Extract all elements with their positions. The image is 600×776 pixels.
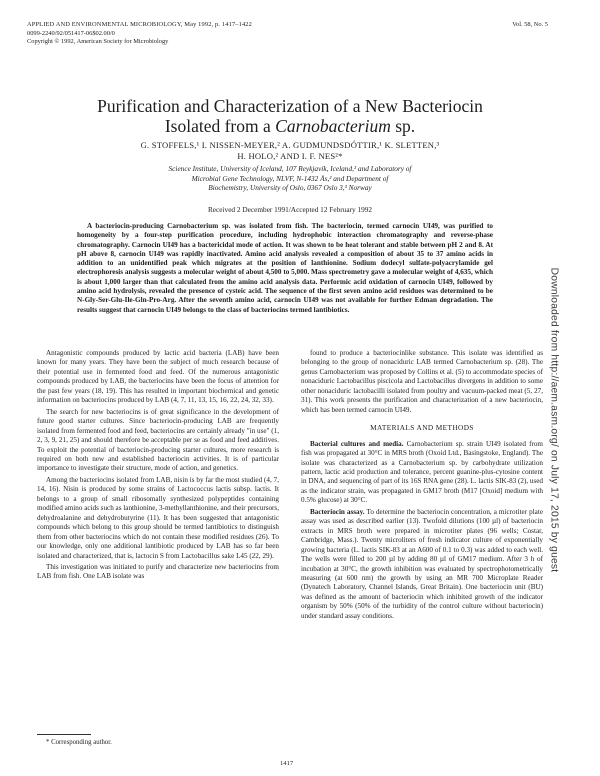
title-line-2 [60,116,520,136]
title-line-1: Purification and Characterization of a New Bacteriocin [97,96,483,116]
methods-text-assay: To determine the bacteriocin concentration, a microtiter plate assay was used as described earlier (13). Twofold dilutions (100 µl) of bacteriocin extracts in MRS broth were prepared in microtiter plates (96 wells; Costar, Cambridge, Mass.). Twenty microliters of fresh indicator culture of exponentially growing bacteria (L. lactis SIK-83 at an A600 of 0.1 to 0.3) was added to each well. The wells were filled to 200 µl by adding 80 µl of GM17 medium. After 3 h of incubation at 30°C, the growth inhibition was evaluated by spectrophotometrically measuring (at 600 nm) the growth by using an MR 700 Microplate Reader (Dynatech Laboratory, Channel Islands, Great Britain). One bacteriocin unit (BU) was defined as the amount of bacteriocin which inhibited growth of the indicator organism by 50% (50% of the turbidity of the control culture without bacteriocin) under standard assay conditions. [301,507,543,620]
run-in-heading-assay: Bacteriocin assay. [310,507,365,516]
footnote-divider [37,734,91,735]
footnote-corresponding-author: * Corresponding author. [46,739,112,746]
run-in-heading-cultures: Bacterial cultures and media. [310,439,404,448]
affiliation-line-1: Science Institute, University of Iceland, 107 Reykjavík, Iceland,¹ and Laboratory of [168,164,412,173]
left-column [37,349,279,584]
received-dates: Received 2 December 1991/Accepted 12 February 1992 [207,205,373,214]
abstract: A bacteriocin-producing Carnobacterium sp. was isolated from fish. The bacteriocin, termed carnocin UI49, was purified to homogeneity by a four-step purification procedure, including hydrophobic interaction chromatography and reverse-phase chromatography. Carnocin UI49 has a bactericidal mode of action. It was shown to be heat tolerant and stable between pH 2 and 8. At pH above 8, carnocin UI49 was rapidly inactivated. Amino acid analysis revealed a composition of about 35 to 37 amino acids in addition to an unidentified peak which migrates at the position of lanthionine. Sodium dodecyl sulfate-polyacrylamide gel electrophoresis analysis suggests a molecular weight of about 4,500 to 5,000. Mass spectrometry gave a molecular weight of 4,635, which is about 1,000 larger than that calculated from the amino acid analysis data. Performic acid oxidation of carnocin UI49, followed by amino acid hydrolysis, revealed the presence of cysteic acid. The sequence of the first seven amino acid residues was determined to be N-Gly-Ser-Glu-Ile-Gln-Pro-Arg. After the seventh amino acid, carnocin UI49 was not available for further Edman degradation. The results suggest that carnocin UI49 belongs to the class of bacteriocins termed lantibiotics. [77,222,493,314]
title-line-2-prefix: Isolated from a [164,116,276,136]
intro-paragraph-1: Antagonistic compounds produced by lactic acid bacteria (LAB) have been known for many years. They have been the subject of much research because of their potential use in fermented food and feed. Of the numerous antagonistic compounds produced by LAB, the bacteriocins have been the focus of attention for the past few years (18, 19). This has resulted in important biochemical and genetic information on bacteriocins produced by LAB (4, 7, 11, 13, 15, 16, 22, 24, 32, 33). [37,349,279,405]
page-number: 1417 [280,760,294,767]
author-list [60,140,520,162]
journal-header [27,21,252,47]
methods-paragraph-cultures [301,440,543,506]
intro-paragraph-2: The search for new bacteriocins is of great significance in the development of future good starter cultures. Since bacteriocin-producing LAB are frequently isolated from fermented food and feed, bacteriocins are certainly already "in use" (1, 2, 3, 9, 21, 25) and should therefore be acceptable per se as food and feed additives. To exploit the potential of bacteriocin-producing starter cultures, more research is required on both new and established bacteriocin activities. It is of particular importance to investigate their structure, mode of action, and genetics. [37,407,279,473]
affiliations [90,164,490,193]
title-line-2-suffix: sp. [390,116,416,136]
right-column [301,349,543,623]
intro-paragraph-4: This investigation was initiated to purify and characterize new bacteriocins from LAB from fish. One LAB isolate was [37,562,279,581]
authors-line-1: G. STOFFELS,¹ I. NISSEN-MEYER,² A. GUDMUNDSDÓTTIR,¹ K. SLETTEN,³ [140,140,440,150]
journal-citation: APPLIED AND ENVIRONMENTAL MICROBIOLOGY, May 1992, p. 1417–1422 [27,21,252,28]
copyright-line: Copyright © 1992, American Society for Microbiology [27,38,169,46]
intro-paragraph-5: found to produce a bacteriocinlike substance. This isolate was identified as belonging to the group of nonaciduric LAB termed Carnobacterium sp. (28). The genus Carnobacterium was proposed by Collins et al. (5) to accommodate species of nonaciduric Lactobacillus piscicola and Lactobacillus divergens in addition to some other nonaciduric lactobacilli isolated from poultry and vacuum-packed meat (5, 27, 31). This work presents the purification and characterization of a new bacteriocin, which has been termed carnocin UI49. [301,349,543,414]
methods-text-cultures: Carnobacterium sp. strain UI49 isolated from fish was propagated at 30°C in MRS broth (Oxoid Ltd., Basingstoke, England). The isolate was characterized as a Carnobacterium sp. by carbohydrate utilization pattern, lactic acid production and tolerance, percent guanine-plus-cytosine content in DNA, and sequencing of part of its 16S RNA gene (28). L. lactis SIK-83 (2), used as the indicator strain, was propagated in GM17 broth (M17 [Oxoid] medium with 0.5% glucose) at 30°C. [301,439,543,505]
issn-line: 0099-2240/92/051417-06$02.00/0 [27,29,115,37]
intro-paragraph-3: Among the bacteriocins isolated from LAB, nisin is by far the most studied (4, 7, 14, 16). Nisin is produced by some strains of Lactococcus lactis subsp. lactis. It belongs to a group of small ribosomally synthesized polypeptides containing modified amino acids such as lanthionine, 3-methyllanthionine, and their precursors, dehydroalanine and dehydrobutyrine (11). It has been suggested that antagonistic compounds which belong to this group should be termed lantibiotics to distinguish them from other bacteriocins which do not contain these modified residues (26). To our knowledge, only one additional lantibiotic produced by LAB has so far been isolated and characterized, that is, lactocin S from Lactobacillus sake L45 (22, 29). [37,475,279,560]
affiliation-line-3: Biochemistry, University of Oslo, 0367 Oslo 3,³ Norway [208,183,372,193]
methods-paragraph-assay [301,508,543,621]
download-watermark: Downloaded from http://aem.asm.org/ on July 17, 2015 by guest [548,267,560,573]
title-genus: Carnobacterium [275,116,391,136]
authors-line-2: H. HOLO,² AND I. F. NES²* [237,151,343,161]
affiliation-line-2: Microbial Gene Technology, NLVF, N-1432 Ås,² and Department of [191,173,389,183]
section-heading-methods: MATERIALS AND METHODS [370,423,474,433]
volume-issue: Vol. 58, No. 5 [512,21,548,28]
article-title [60,96,520,136]
